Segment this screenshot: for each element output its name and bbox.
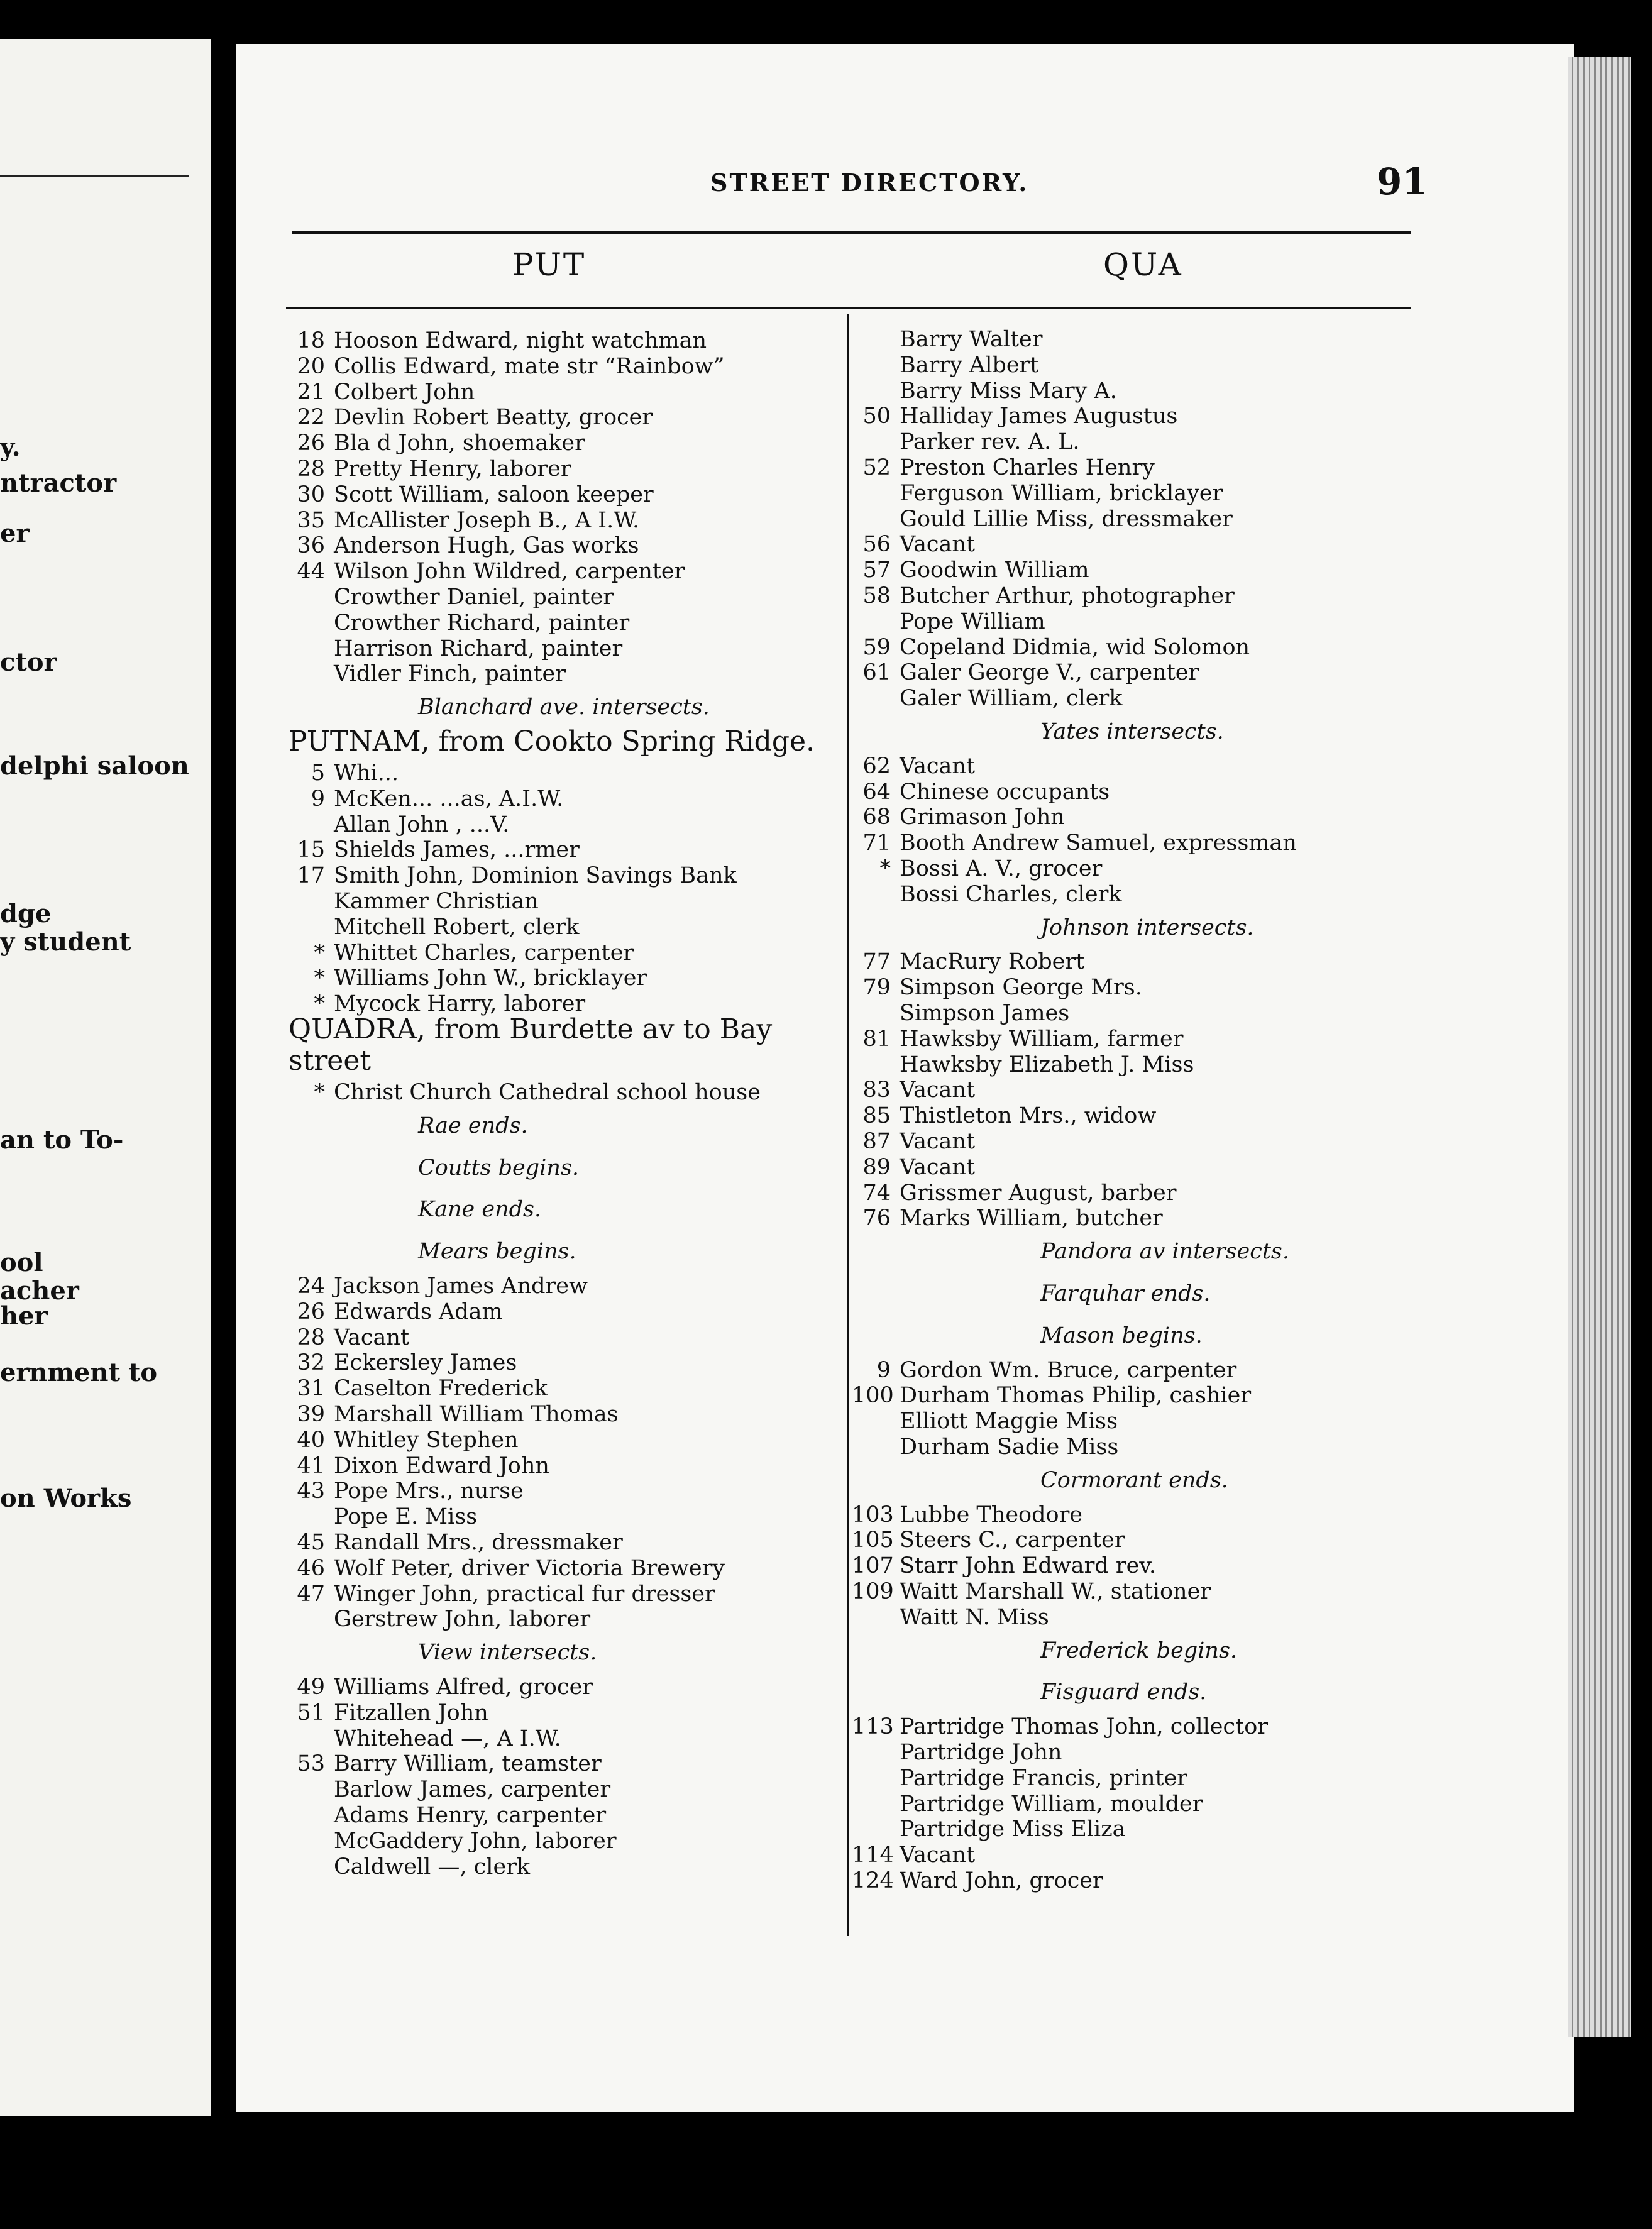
cross-street-note: Fisguard ends. [1040, 1680, 1207, 1705]
directory-entry [852, 1527, 1125, 1553]
house-number: 61 [862, 660, 891, 686]
cross-street-note: Yates intersects. [1040, 719, 1224, 744]
previous-page-rule [0, 175, 189, 177]
directory-entry [852, 1868, 1103, 1893]
previous-page-fragment: er [0, 519, 30, 548]
resident-name: MacRury Robert [900, 949, 1085, 975]
directory-entry [286, 1325, 409, 1350]
resident-name: Wilson John Wildred, carpenter [334, 559, 685, 585]
resident-name: McKen... ...as, A.I.W. [334, 786, 564, 812]
previous-page-fragment: delphi saloon [0, 751, 189, 781]
resident-name: Durham Thomas Philip, cashier [900, 1383, 1252, 1409]
resident-name: Partridge Thomas John, collector [900, 1714, 1268, 1740]
directory-entry [852, 1714, 1268, 1739]
resident-name: Goodwin William [900, 558, 1089, 583]
directory-entry [852, 481, 1223, 506]
resident-name: Lubbe Theodore [900, 1502, 1083, 1527]
directory-entry [852, 754, 975, 779]
resident-name: Harrison Richard, painter [334, 636, 623, 661]
previous-page [0, 39, 211, 2116]
directory-entry [286, 1299, 503, 1324]
directory-entry [852, 1181, 1176, 1206]
resident-name: Grimason John [900, 805, 1065, 830]
resident-name: Partridge Miss Eliza [900, 1817, 1126, 1842]
resident-name: McGaddery John, laborer [334, 1828, 617, 1854]
resident-name: Whitley Stephen [334, 1427, 519, 1453]
resident-name: Anderson Hugh, Gas works [334, 533, 639, 559]
resident-name: Vacant [900, 753, 976, 779]
house-number: 50 [862, 404, 891, 429]
street-heading: QUADRA, from Burdette av to Bay [289, 1013, 773, 1045]
resident-name: Barry Walter [900, 327, 1043, 352]
resident-name: Pretty Henry, laborer [334, 456, 571, 482]
resident-name: Marks William, butcher [900, 1206, 1163, 1231]
directory-entry [286, 812, 509, 837]
directory-entry [852, 1077, 975, 1103]
house-number: 36 [297, 533, 325, 559]
directory-entry [852, 583, 1235, 608]
house-number: 89 [862, 1154, 891, 1180]
previous-page-fragment: ntractor [0, 468, 117, 498]
resident-name: McAllister Joseph B., A I.W. [334, 507, 640, 533]
resident-name: Marshall William Thomas [334, 1402, 619, 1427]
resident-name: Gordon Wm. Bruce, carpenter [900, 1357, 1237, 1383]
directory-entry [286, 405, 653, 430]
column-heading-rule [286, 307, 1411, 309]
directory-entry [852, 1817, 1126, 1842]
resident-name: Gerstrew John, laborer [334, 1607, 591, 1632]
resident-name: Vacant [900, 1077, 976, 1103]
cross-street-note: Mears begins. [418, 1239, 576, 1265]
house-number: 103 [852, 1502, 894, 1527]
house-number: 20 [297, 353, 325, 379]
resident-name: Partridge Francis, printer [900, 1765, 1188, 1791]
resident-name: Pope William [900, 608, 1045, 634]
resident-name: Bossi Charles, clerk [900, 881, 1122, 907]
house-number: 28 [297, 456, 325, 482]
house-number: 79 [862, 975, 891, 1001]
resident-name: Elliott Maggie Miss [900, 1409, 1118, 1434]
house-number: 59 [862, 634, 891, 660]
directory-entry [852, 686, 1122, 711]
directory-entry [852, 882, 1122, 907]
directory-entry [852, 1001, 1069, 1026]
resident-name: Starr John Edward rev. [900, 1553, 1157, 1579]
directory-entry [286, 636, 622, 661]
directory-entry [852, 660, 1199, 685]
directory-entry [286, 1478, 524, 1504]
directory-entry [286, 1803, 606, 1828]
directory-entry [286, 456, 571, 482]
directory-entry [286, 1376, 548, 1401]
house-number: 68 [862, 805, 891, 830]
house-number: 45 [297, 1530, 325, 1555]
directory-entry [286, 1274, 588, 1299]
house-number: 9 [876, 1357, 891, 1383]
resident-name: Waitt Marshall W., stationer [900, 1579, 1211, 1604]
house-number: * [314, 991, 325, 1017]
house-number: 5 [311, 761, 325, 786]
house-number: 52 [862, 455, 891, 480]
directory-entry [852, 1206, 1163, 1231]
previous-page-fragment: an to To- [0, 1125, 124, 1155]
directory-entry [852, 1553, 1156, 1578]
house-number: 30 [297, 482, 325, 507]
directory-entry [286, 380, 475, 405]
house-number: 44 [297, 559, 325, 585]
resident-name: Whitehead —, A I.W. [334, 1725, 561, 1751]
house-number: 71 [862, 830, 891, 856]
directory-entry [852, 1434, 1118, 1460]
directory-entry [852, 635, 1250, 660]
street-heading: PUTNAM, from Cookto Spring Ridge. [289, 725, 815, 757]
directory-entry [286, 1675, 593, 1700]
previous-page-fragment: her [0, 1301, 48, 1331]
street-heading: street [289, 1045, 372, 1077]
directory-entry [852, 1842, 975, 1868]
resident-name: Bla d John, shoemaker [334, 431, 585, 456]
resident-name: Ferguson William, bricklayer [900, 480, 1223, 506]
previous-page-fragment: dge [0, 899, 52, 928]
cross-street-note: Mason begins. [1040, 1323, 1203, 1348]
house-number: * [314, 1080, 325, 1105]
directory-entry [286, 863, 737, 888]
page-number: 91 [1377, 160, 1428, 203]
resident-name: Caldwell —, clerk [334, 1854, 531, 1880]
directory-entry [286, 940, 634, 966]
resident-name: Collis Edward, mate str “Rainbow” [334, 353, 725, 379]
house-number: 100 [852, 1383, 894, 1409]
directory-entry [852, 558, 1089, 583]
previous-page-fragment: on Works [0, 1483, 132, 1513]
resident-name: Crowther Richard, painter [334, 610, 630, 636]
directory-entry [286, 328, 707, 353]
resident-name: Crowther Daniel, painter [334, 585, 614, 610]
resident-name: Williams John W., bricklayer [334, 966, 647, 991]
resident-name: Copeland Didmia, wid Solomon [900, 634, 1250, 660]
resident-name: Whittet Charles, carpenter [334, 940, 634, 966]
resident-name: Jackson James Andrew [334, 1274, 588, 1299]
house-number: 15 [297, 837, 325, 863]
resident-name: Hooson Edward, night watchman [334, 328, 707, 353]
directory-entry [852, 353, 1038, 378]
house-number: 76 [862, 1206, 891, 1231]
directory-entry [852, 327, 1042, 352]
resident-name: Gould Lillie Miss, dressmaker [900, 506, 1233, 532]
house-number: 85 [862, 1103, 891, 1129]
directory-entry [286, 1854, 530, 1880]
directory-entry [286, 610, 629, 636]
cross-street-note: View intersects. [418, 1640, 597, 1666]
resident-name: Mitchell Robert, clerk [334, 914, 580, 940]
house-number: 41 [297, 1453, 325, 1478]
resident-name: Fitzallen John [334, 1700, 488, 1725]
resident-name: Scott William, saloon keeper [334, 482, 654, 507]
resident-name: Hawksby William, farmer [900, 1026, 1184, 1052]
directory-entry [852, 1052, 1194, 1077]
previous-page-fragment: y student [0, 927, 131, 957]
resident-name: Vacant [900, 1129, 976, 1154]
right-column-heading: QUA [1103, 246, 1183, 283]
directory-entry [852, 1358, 1236, 1383]
directory-entry [286, 1350, 517, 1375]
resident-name: Grissmer August, barber [900, 1180, 1177, 1206]
directory-entry [286, 661, 566, 686]
resident-name: Dixon Edward John [334, 1453, 549, 1478]
resident-name: Caselton Frederick [334, 1376, 548, 1402]
directory-entry [852, 1766, 1187, 1791]
directory-entry [852, 1026, 1183, 1052]
house-number: 56 [862, 532, 891, 558]
house-number: 107 [852, 1553, 894, 1579]
directory-entry [286, 482, 654, 507]
house-number: 39 [297, 1402, 325, 1427]
directory-entry [852, 1383, 1251, 1408]
cross-street-note: Frederick begins. [1040, 1637, 1238, 1663]
directory-entry [852, 404, 1177, 429]
directory-entry [852, 507, 1233, 532]
house-number: * [879, 856, 891, 881]
resident-name: Butcher Arthur, photographer [900, 583, 1235, 608]
directory-entry [286, 1700, 488, 1725]
running-head: STREET DIRECTORY. [710, 168, 1029, 197]
house-number: 62 [862, 753, 891, 779]
house-number: 35 [297, 507, 325, 533]
resident-name: Vacant [900, 1842, 976, 1868]
directory-entry [852, 805, 1065, 830]
directory-entry [286, 1582, 715, 1607]
cross-street-note: Pandora av intersects. [1040, 1239, 1290, 1265]
previous-page-fragment: y. [0, 432, 21, 462]
resident-name: Pope E. Miss [334, 1504, 478, 1530]
house-number: 105 [852, 1527, 894, 1553]
resident-name: Galer George V., carpenter [900, 660, 1199, 686]
directory-entry [852, 429, 1080, 454]
directory-entry [852, 1579, 1211, 1604]
directory-entry [286, 1829, 617, 1854]
directory-entry [852, 779, 1110, 805]
resident-name: Colbert John [334, 379, 475, 405]
resident-name: Hawksby Elizabeth J. Miss [900, 1052, 1194, 1077]
house-number: 18 [297, 328, 325, 353]
cross-street-note: Cormorant ends. [1040, 1467, 1228, 1493]
directory-entry [852, 830, 1297, 856]
house-number: 43 [297, 1478, 325, 1504]
directory-entry [286, 837, 580, 862]
cross-street-note: Blanchard ave. intersects. [418, 695, 710, 720]
resident-name: Smith John, Dominion Savings Bank [334, 863, 737, 889]
resident-name: Durham Sadie Miss [900, 1434, 1119, 1460]
house-number: 17 [297, 863, 325, 889]
resident-name: Pope Mrs., nurse [334, 1478, 524, 1504]
directory-entry [286, 1080, 761, 1105]
house-number: 26 [297, 431, 325, 456]
directory-entry [852, 378, 1117, 404]
directory-entry [852, 1791, 1203, 1817]
directory-entry [852, 1129, 975, 1154]
directory-entry [286, 431, 585, 456]
resident-name: Parker rev. A. L. [900, 429, 1080, 455]
left-column-heading: PUT [512, 246, 586, 283]
cross-street-note: Farquhar ends. [1040, 1281, 1211, 1306]
page-edges [1568, 57, 1631, 2037]
house-number: 9 [311, 786, 325, 812]
resident-name: Wolf Peter, driver Victoria Brewery [334, 1555, 725, 1581]
resident-name: Allan John , ...V. [334, 812, 510, 837]
house-number: 22 [297, 405, 325, 431]
house-number: 58 [862, 583, 891, 608]
house-number: 114 [852, 1842, 894, 1868]
resident-name: Vidler Finch, painter [334, 661, 566, 687]
resident-name: Whi... [334, 761, 399, 786]
directory-entry [286, 915, 580, 940]
directory-entry [286, 1402, 619, 1427]
resident-name: Adams Henry, carpenter [334, 1803, 607, 1828]
directory-entry [286, 786, 563, 812]
house-number: 74 [862, 1180, 891, 1206]
resident-name: Barry William, teamster [334, 1751, 602, 1777]
resident-name: Steers C., carpenter [900, 1527, 1125, 1553]
house-number: 40 [297, 1427, 325, 1453]
directory-entry [852, 1155, 975, 1180]
house-number: 31 [297, 1376, 325, 1402]
house-number: 113 [852, 1714, 894, 1740]
directory-entry [286, 533, 639, 558]
resident-name: Mycock Harry, laborer [334, 991, 586, 1017]
resident-name: Christ Church Cathedral school house [334, 1080, 761, 1105]
directory-entry [852, 1740, 1062, 1765]
directory-entry [852, 949, 1084, 974]
house-number: * [314, 940, 325, 966]
cross-street-note: Kane ends. [418, 1197, 542, 1223]
resident-name: Kammer Christian [334, 889, 539, 914]
house-number: 46 [297, 1555, 325, 1581]
resident-name: Simpson George Mrs. [900, 975, 1142, 1001]
directory-entry [286, 1607, 590, 1632]
resident-name: Bossi A. V., grocer [900, 856, 1103, 881]
directory-entry [286, 585, 614, 610]
column-divider [847, 314, 849, 1936]
resident-name: Barry Albert [900, 352, 1039, 378]
resident-name: Thistleton Mrs., widow [900, 1103, 1157, 1129]
house-number: 77 [862, 949, 891, 975]
house-number: 53 [297, 1751, 325, 1777]
resident-name: Booth Andrew Samuel, expressman [900, 830, 1297, 856]
resident-name: Ward John, grocer [900, 1868, 1103, 1893]
resident-name: Galer William, clerk [900, 686, 1123, 712]
resident-name: Partridge John [900, 1740, 1062, 1765]
house-number: 87 [862, 1129, 891, 1154]
resident-name: Barlow James, carpenter [334, 1777, 611, 1803]
house-number: 51 [297, 1700, 325, 1725]
resident-name: Vacant [334, 1324, 410, 1350]
house-number: 81 [862, 1026, 891, 1052]
resident-name: Williams Alfred, grocer [334, 1675, 593, 1700]
directory-entry [286, 1504, 477, 1529]
house-number: * [314, 966, 325, 991]
resident-name: Preston Charles Henry [900, 455, 1155, 480]
header-rule [292, 231, 1411, 234]
directory-entry [852, 1605, 1049, 1630]
resident-name: Randall Mrs., dressmaker [334, 1530, 623, 1555]
house-number: 109 [852, 1579, 894, 1604]
directory-entry [286, 966, 647, 991]
directory-entry [286, 1428, 519, 1453]
directory-entry [286, 1777, 610, 1802]
resident-name: Vacant [900, 1154, 976, 1180]
directory-entry [286, 354, 725, 379]
directory-entry [286, 889, 539, 914]
previous-page-fragment: ctor [0, 647, 57, 677]
house-number: 49 [297, 1675, 325, 1700]
directory-entry [852, 856, 1102, 881]
resident-name: Devlin Robert Beatty, grocer [334, 405, 653, 431]
directory-entry [286, 1726, 561, 1751]
cross-street-note: Johnson intersects. [1040, 915, 1254, 940]
house-number: 47 [297, 1581, 325, 1607]
house-number: 26 [297, 1299, 325, 1324]
previous-page-fragment: ool [0, 1248, 43, 1277]
resident-name: Shields James, ...rmer [334, 837, 580, 863]
resident-name: Simpson James [900, 1001, 1070, 1026]
resident-name: Chinese occupants [900, 779, 1110, 805]
resident-name: Partridge William, moulder [900, 1791, 1203, 1817]
cross-street-note: Coutts begins. [418, 1155, 579, 1181]
directory-entry [286, 761, 399, 786]
resident-name: Eckersley James [334, 1350, 517, 1376]
resident-name: Waitt N. Miss [900, 1604, 1049, 1630]
house-number: 124 [852, 1868, 894, 1893]
cross-street-note: Rae ends. [418, 1113, 528, 1138]
previous-page-fragment: ernment to [0, 1358, 158, 1387]
resident-name: Winger John, practical fur dresser [334, 1581, 715, 1607]
house-number: 24 [297, 1274, 325, 1299]
house-number: 57 [862, 558, 891, 583]
house-number: 28 [297, 1324, 325, 1350]
directory-entry [852, 975, 1142, 1000]
house-number: 64 [862, 779, 891, 805]
directory-entry [286, 1556, 725, 1581]
resident-name: Vacant [900, 532, 976, 558]
house-number: 83 [862, 1077, 891, 1103]
directory-entry [852, 455, 1155, 480]
directory-entry [852, 1502, 1082, 1527]
previous-page-fragment: acher [0, 1276, 79, 1306]
directory-entry [286, 559, 685, 584]
directory-entry [852, 609, 1045, 634]
directory-entry [852, 1103, 1156, 1128]
house-number: 32 [297, 1350, 325, 1376]
directory-entry [286, 1751, 602, 1776]
directory-entry [852, 532, 975, 557]
directory-entry [852, 1409, 1118, 1434]
directory-entry [286, 508, 639, 533]
resident-name: Halliday James Augustus [900, 404, 1178, 429]
resident-name: Barry Miss Mary A. [900, 378, 1117, 404]
resident-name: Edwards Adam [334, 1299, 503, 1324]
directory-entry [286, 1453, 549, 1478]
directory-entry [286, 1530, 623, 1555]
house-number: 21 [297, 379, 325, 405]
